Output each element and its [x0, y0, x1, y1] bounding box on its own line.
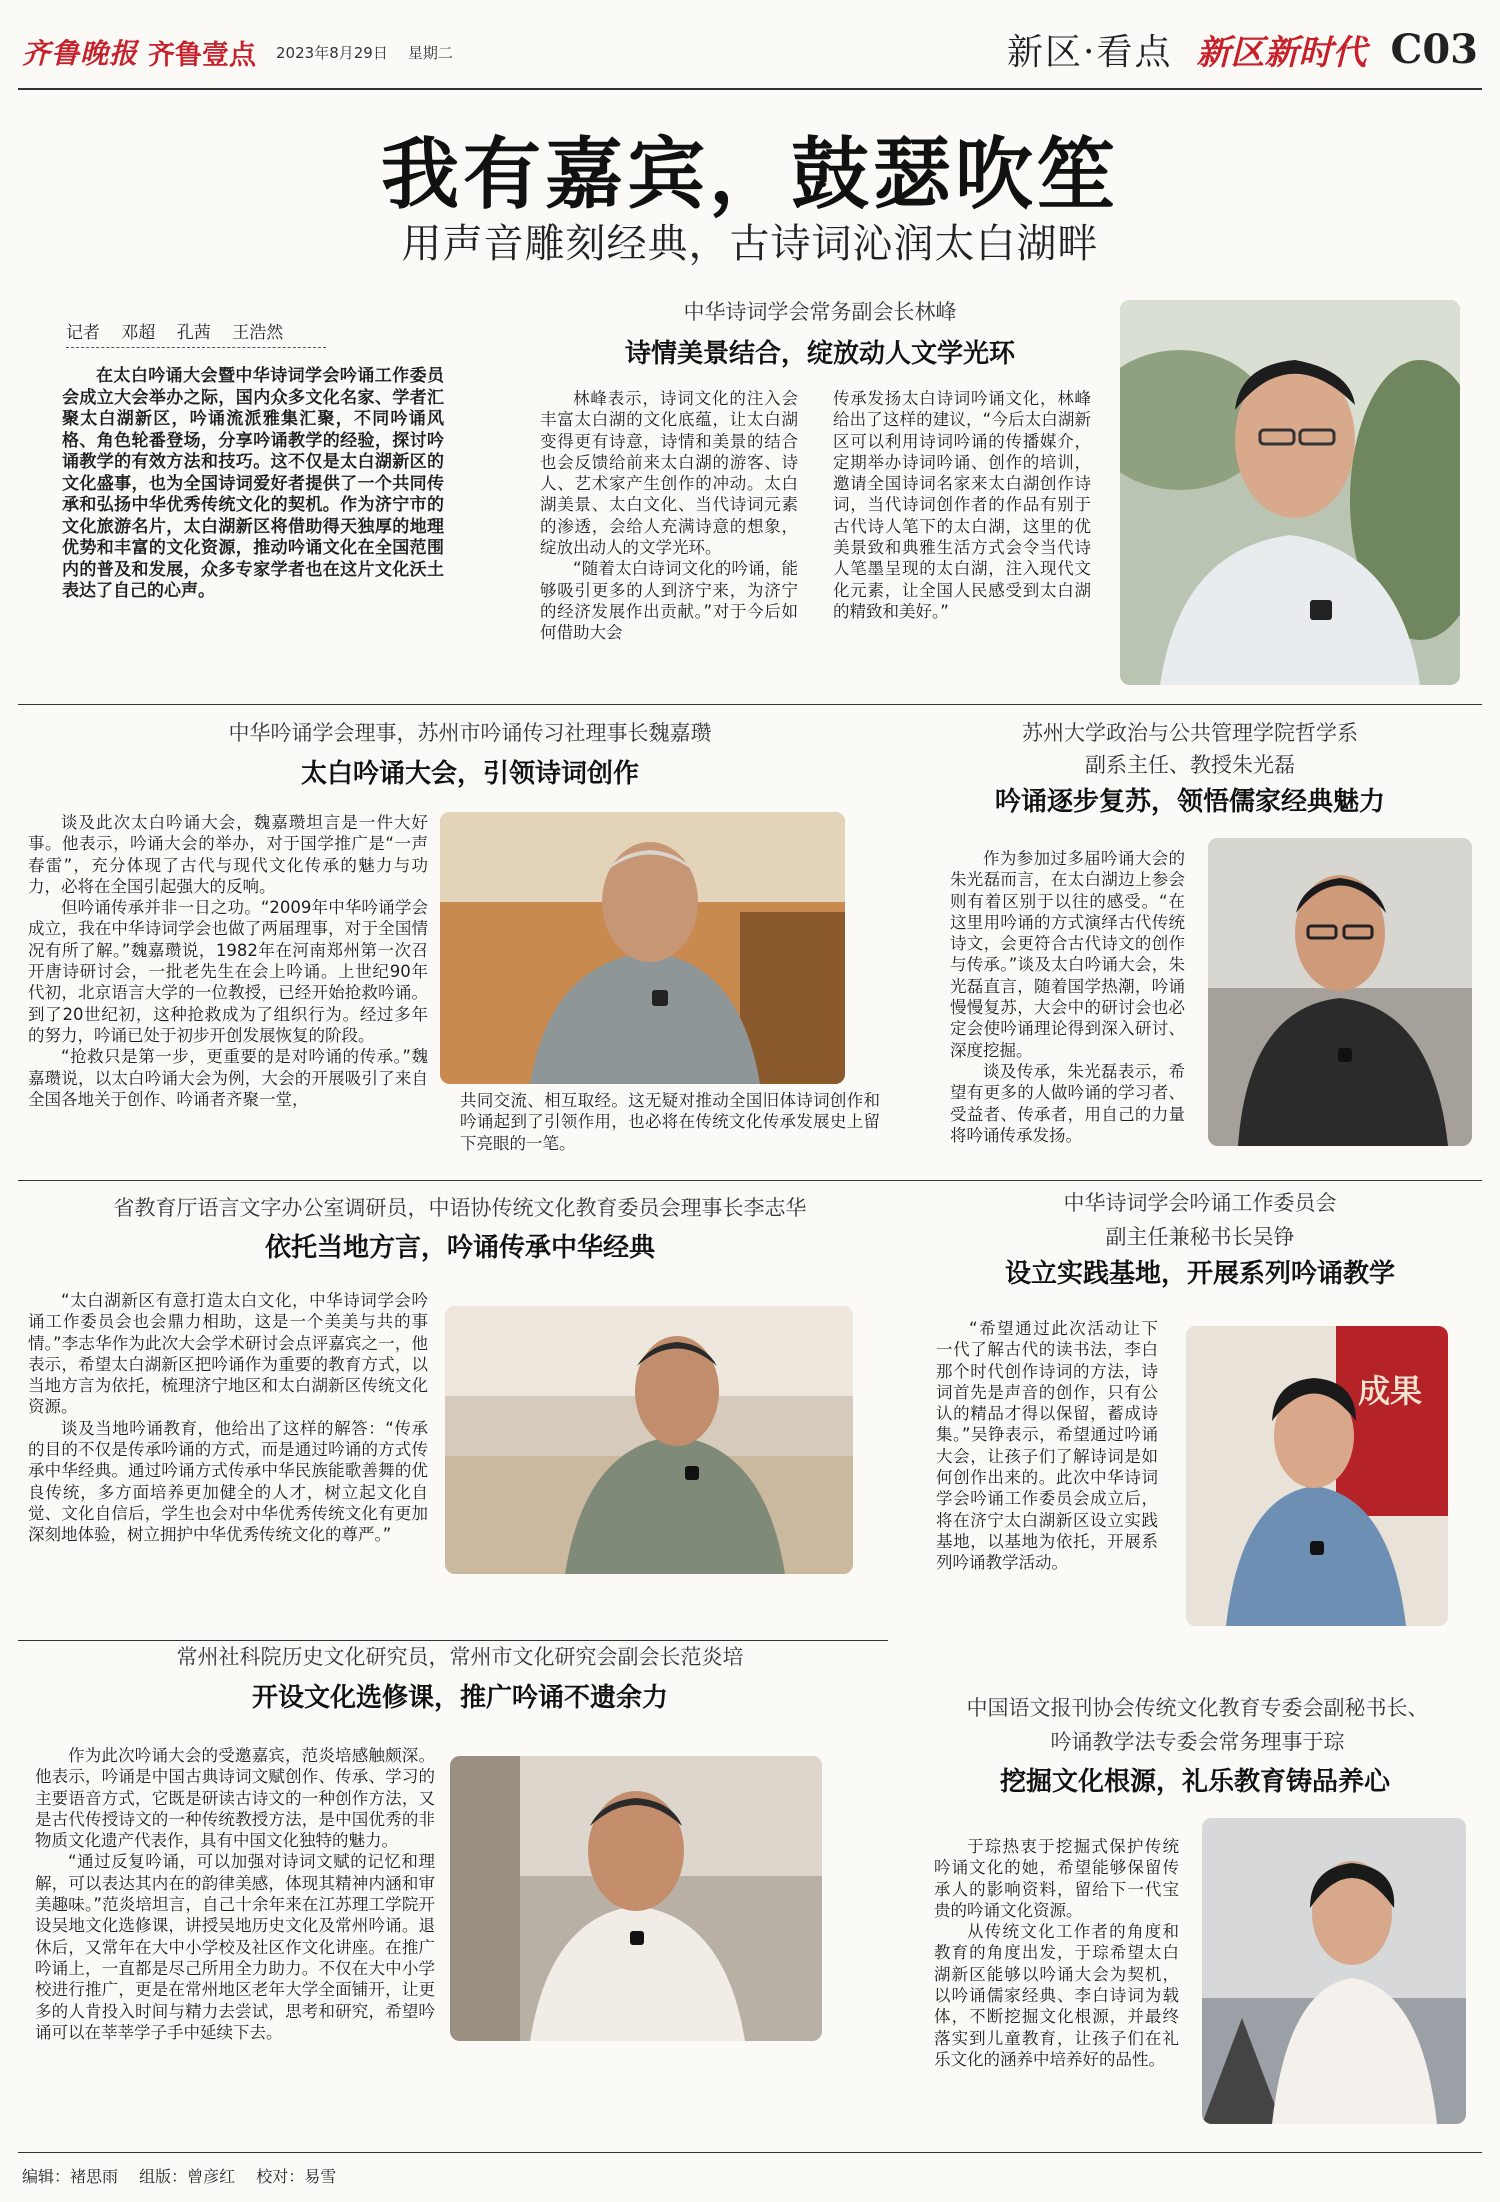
section-label-zhu-1: 苏州大学政治与公共管理学院哲学系 [1022, 721, 1358, 745]
section-label-wu-2: 副主任兼秘书长吴铮 [1105, 1225, 1295, 1249]
wei-column-1 [28, 812, 428, 1110]
paragraph: 林峰表示，诗词文化的注入会丰富太白湖的文化底蕴，让太白湖变得更有诗意，诗情和美景的结合也会反馈给前来太白湖的游客、诗人、艺术家产生创作的冲动。太白湖美景、太白文化、当代诗词元素的渗透，会给人充满诗意的想象，绽放出动人的文学光环。 [540, 389, 798, 558]
paragraph: 共同交流、相互取经。这无疑对推动全国旧体诗词创作和吟诵起到了引领作用，也必将在传统文化传承发展史上留下亮眼的一笔。 [460, 1091, 880, 1153]
paragraph: 谈及传承，朱光磊表示，希望有更多的人做吟诵的学习者、受益者、传承者，用自己的力量将吟诵传承发扬。 [950, 1061, 1185, 1145]
photo-lin-feng [1120, 300, 1460, 685]
paragraph: 作为参加过多届吟诵大会的朱光磊而言，在太白湖边上参会则有着区别于以往的感受。“在这里用吟诵的方式演绎古代传统诗文，会更符合古代诗文的创作与传承。”谈及太白吟诵大会，朱光磊直言，随着国学热潮，吟诵慢慢复苏，大会中的研讨会也必定会使吟诵理论得到深入研讨、深度挖掘。 [950, 849, 1185, 1060]
fan-body [35, 1745, 435, 2043]
section-head-wei: 太白吟诵大会，引领诗词创作 [300, 759, 639, 789]
footer-credits [22, 2164, 352, 2187]
section-head-zhu: 吟诵逐步复苏，领悟儒家经典魅力 [994, 787, 1385, 817]
section-label-lin: 中华诗词学会常务副会长林峰 [683, 300, 957, 324]
paragraph: 于琮热衷于挖掘式保护传统吟诵文化的她，希望能够保留传承人的影响资料，留给下一代宝贵的吟诵文化资源。 [934, 1837, 1179, 1920]
paragraph: 传承发扬太白诗词吟诵文化，林峰给出了这样的建议，“今后太白湖新区可以利用诗词吟诵的传播媒介，定期举办诗词吟诵、创作的培训，邀请全国诗词名家来太白湖创作诗词，当代诗词创作者的作品有别于古代诗人笔下的太白湖，这里的优美景致和典雅生活方式会令当代诗人笔墨呈现的太白湖，注入现代文化元素，让全国人民感受到太白湖的精致和美好。” [833, 389, 1091, 621]
app-logo: 齐鲁壹点 [148, 39, 257, 71]
section-label-fan: 常州社科院历史文化研究员，常州市文化研究会副会长范炎培 [176, 1645, 744, 1669]
photo-zhu-guanglei [1208, 838, 1472, 1146]
section-divider [18, 704, 1482, 705]
li-body [28, 1290, 428, 1546]
masthead-right [1007, 24, 1478, 74]
section-name: 新区·看点 [1007, 31, 1173, 73]
section-logo: 新区新时代 [1196, 32, 1367, 73]
section-label-yu-1: 中国语文报刊协会传统文化教育专委会副秘书长、 [966, 1696, 1429, 1720]
paragraph: “通过反复吟诵，可以加强对诗词文赋的记忆和理解，可以表达其内在的韵律美感，体现其精神内涵和审美趣味。”范炎培坦言，自己十余年来在江苏理工学院开设吴地文化选修课，讲授吴地历史文化及常州吟诵。退休后，又常年在大中小学校及社区作文化讲座。在推广吟诵上，一直都是尽己所用全力助力。不仅在大中小学校进行推广，更是在常州地区老年大学全面铺开，让更多的人肯投入时间与精力去尝试，思考和研究，希望吟诵可以在莘莘学子手中延续下去。 [35, 1852, 435, 2042]
section-head-lin: 诗情美景结合，绽放动人文学光环 [624, 339, 1015, 369]
sub-headline: 用声音雕刻经典，古诗词沁润太白湖畔 [401, 221, 1099, 267]
masthead-left [22, 30, 453, 74]
paragraph: “抢救只是第一步，更重要的是对吟诵的传承。”魏嘉瓒说，以太白吟诵大会为例，大会的开展吸引了来自全国各地关于创作、吟诵者齐聚一堂， [28, 1047, 428, 1109]
section-label-li: 省教育厅语言文字办公室调研员，中语协传统文化教育委员会理事长李志华 [113, 1196, 807, 1220]
section-divider [18, 1180, 1482, 1181]
section-head-li: 依托当地方言，吟诵传承中华经典 [264, 1233, 655, 1263]
issue-date: 2023年8月29日 [276, 43, 388, 62]
zhu-body [950, 848, 1185, 1146]
reporter-name: 孔茜 [176, 323, 211, 343]
photo-li-zhihua [445, 1306, 853, 1574]
paper-logo: 齐鲁晚报 [22, 37, 139, 70]
section-head-yu: 挖掘文化根源，礼乐教育铸品养心 [999, 1767, 1390, 1797]
section-label-yu-2: 吟诵教学法专委会常务理事于琮 [1050, 1730, 1345, 1754]
paragraph: 作为此次吟诵大会的受邀嘉宾，范炎培感触颇深。他表示，吟诵是中国古典诗词文赋创作、传承、学习的主要语音方式，它既是研读古诗文的一种创作方法，又是古代传授诗文的一种传统教授方法，是中国优秀的非物质文化遗产代表作，具有中国文化独特的魅力。 [35, 1746, 435, 1851]
paragraph: 谈及当地吟诵教育，他给出了这样的解答：“传承的目的不仅是传承吟诵的方式，而是通过吟诵的方式传承中华经典。通过吟诵方式传承中华民族能歌善舞的优良传统，多方面培养更加健全的人才，树立起文化自觉、文化自信后，学生也会对中华优秀传统文化有更加深刻地体验，树立拥护中华优秀传统文化的尊严。” [28, 1418, 428, 1545]
paragraph: “随着太白诗词文化的吟诵，能够吸引更多的人到济宁来，为济宁的经济发展作出贡献。”对于今后如何借助大会 [540, 559, 798, 643]
lin-column-1 [540, 388, 798, 644]
lin-column-2 [833, 388, 1091, 622]
reporter-name: 王浩然 [232, 323, 284, 343]
section-label-wu-1: 中华诗词学会吟诵工作委员会 [1063, 1191, 1337, 1215]
main-headline: 我有嘉宾，鼓瑟吹笙 [380, 129, 1119, 220]
section-divider [18, 1640, 888, 1641]
section-label-zhu-2: 副系主任、教授朱光磊 [1085, 753, 1295, 777]
reporter-byline [66, 318, 326, 348]
paragraph: “太白湖新区有意打造太白文化，中华诗词学会吟诵工作委员会也会鼎力相助，这是一个美美与共的事情。”李志华作为此次大会学术研讨会点评嘉宾之一，他表示，希望太白湖新区把吟诵作为重要的教育方式，以当地方言为依托，梳理济宁地区和太白湖新区传统文化资源。 [28, 1291, 428, 1417]
section-head-wu: 设立实践基地，开展系列吟诵教学 [1004, 1259, 1395, 1289]
section-head-fan: 开设文化选修课，推广吟诵不遗余力 [251, 1683, 668, 1713]
photo-yu-cong [1202, 1818, 1466, 2124]
proof-credit: 校对：易雪 [256, 2167, 337, 2186]
reporter-label: 记者 [66, 323, 100, 343]
paragraph: 但吟诵传承并非一日之功。“2009年中华吟诵学会成立，我在中华诗词学会也做了两届理事，对于全国情况有所了解。”魏嘉瓒说，1982年在河南郑州第一次召开唐诗研讨会，一批老先生在会上吟诵。上世纪90年代初，北京语言大学的一位教授，已经开始抢救吟诵。到了20世纪初，这种抢救成为了组织行为。经过多年的努力，吟诵已处于初步开创发展恢复的阶段。 [28, 898, 428, 1045]
reporter-name: 邓超 [121, 323, 156, 343]
page-number: C03 [1390, 25, 1478, 73]
editor-credit: 编辑：褚思雨 [22, 2167, 119, 2186]
footer-rule [18, 2152, 1482, 2153]
wu-body [936, 1318, 1158, 1574]
wei-column-2 [460, 1090, 880, 1154]
photo-fan-yanpei [450, 1756, 822, 2041]
photo-wu-zheng [1186, 1326, 1448, 1626]
paragraph: 从传统文化工作者的角度和教育的角度出发，于琮希望太白湖新区能够以吟诵大会为契机，以吟诵儒家经典、李白诗词为载体，不断挖掘文化根源，并最终落实到儿童教育，让孩子们在礼乐文化的涵养中培养好的品性。 [934, 1922, 1179, 2069]
layout-credit: 组版：曾彦红 [139, 2167, 236, 2186]
photo-banner-text: 成果 [1358, 1372, 1423, 1410]
paragraph: 谈及此次太白吟诵大会，魏嘉瓒坦言是一件大好事。他表示，吟诵大会的举办，对于国学推广是“一声春雷”，充分体现了古代与现代文化传承的魅力与功力，必将在全国引起强大的反响。 [28, 813, 428, 896]
section-label-wei: 中华吟诵学会理事，苏州市吟诵传习社理事长魏嘉瓒 [228, 721, 712, 745]
paragraph: “希望通过此次活动让下一代了解古代的读书法，李白那个时代创作诗词的方法，诗词首先是声音的创作，只有公认的精品才得以保留，蓄成诗集。”吴铮表示，希望通过吟诵大会，让孩子们了解诗词是如何创作出来的。此次中华诗词学会吟诵工作委员会成立后，将在济宁太白湖新区设立实践基地，以基地为依托，开展系列吟诵教学活动。 [936, 1319, 1158, 1573]
issue-weekday: 星期二 [407, 43, 453, 62]
masthead-rule [18, 88, 1482, 90]
intro-paragraph: 在太白吟诵大会暨中华诗词学会吟诵工作委员会成立大会举办之际，国内众多文化名家、学者汇聚太白湖新区，吟诵流派雅集汇聚，不同吟诵风格、角色轮番登场，分享吟诵教学的经验，探讨吟诵教学的有效方法和技巧。这不仅是太白湖新区的文化盛事，也为全国诗词爱好者提供了一个共同传承和弘扬中华优秀传统文化的契机。作为济宁市的文化旅游名片，太白湖新区将借助得天独厚的地理优势和丰富的文化资源，推动吟诵文化在全国范围内的普及和发展，众多专家学者也在这片文化沃土表达了自己的心声。 [62, 366, 444, 601]
photo-wei-jiazan [440, 812, 845, 1084]
yu-body [934, 1836, 1179, 2070]
